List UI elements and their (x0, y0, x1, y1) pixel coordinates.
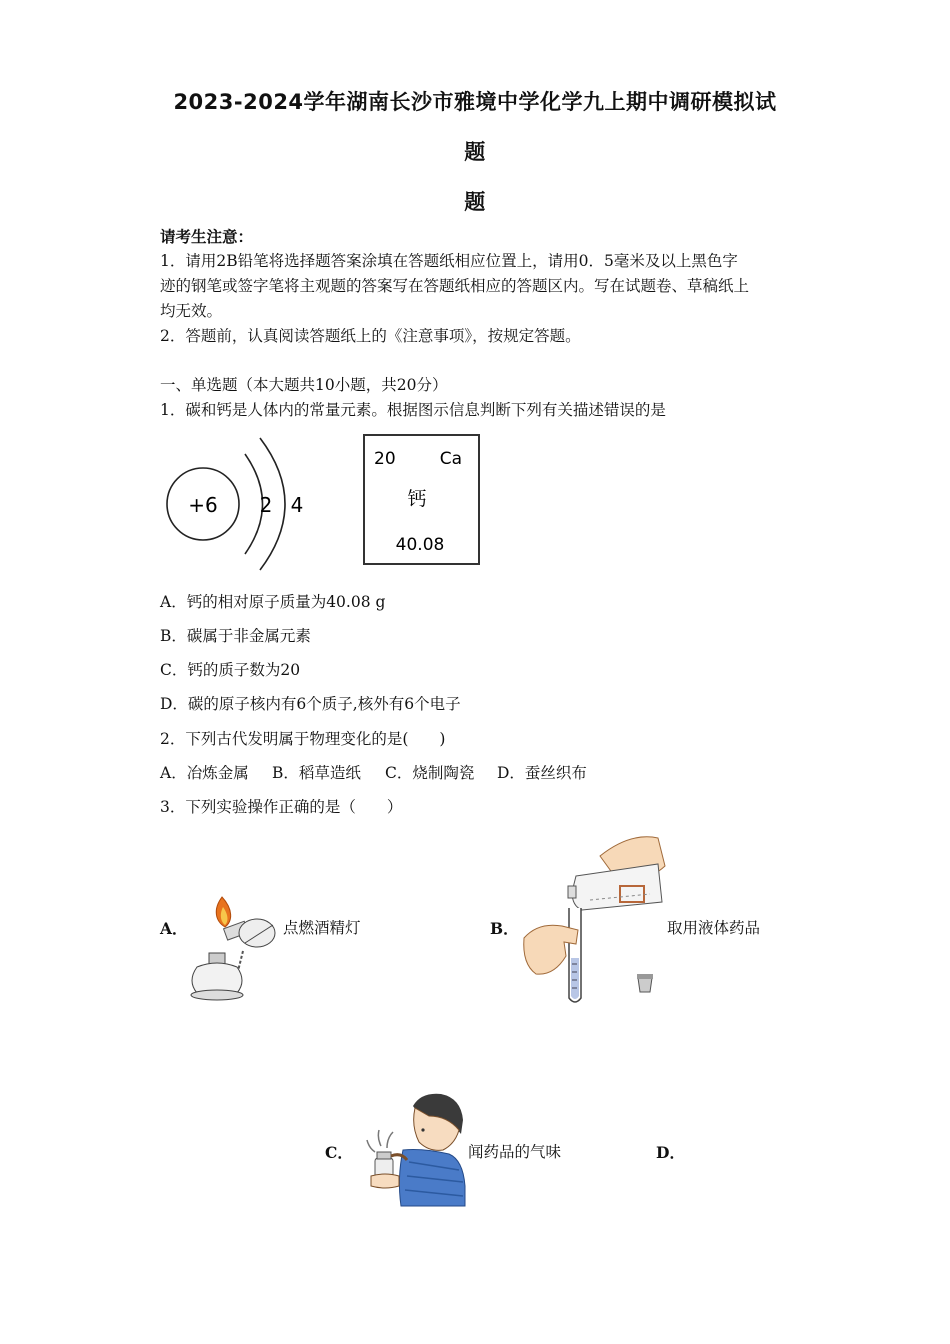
q1-option-d[interactable]: D．碳的原子核内有6个质子,核外有6个电子 (160, 695, 461, 713)
page-title-line1: 2023-2024学年湖南长沙市雅境中学化学九上期中调研模拟试 (173, 90, 777, 114)
element-name: 钙 (407, 488, 427, 510)
question-2-stem: 2．下列古代发明属于物理变化的是( ) (160, 730, 446, 748)
smell-chemical-illustration (363, 1090, 468, 1208)
q3-option-a-text: 点燃酒精灯 (283, 919, 361, 937)
q3-option-b-label[interactable]: B． (490, 919, 519, 938)
page-title-line2: 题 (464, 140, 486, 164)
notice-item2: 2．答题前，认真阅读答题纸上的《注意事项》，按规定答题。 (160, 327, 581, 345)
q2-option-c[interactable]: C．烧制陶瓷 (385, 764, 475, 782)
carbon-atom-diagram (160, 432, 320, 577)
q3-option-c-label[interactable]: C． (325, 1143, 353, 1162)
atom-shell2-label: 4 (290, 493, 304, 517)
notice-item1-line2: 迹的钢笔或签字笔将主观题的答案写在答题纸相应的答题区内。写在试题卷、草稿纸上 (160, 277, 750, 295)
alcohol-lamp-illustration (185, 895, 285, 1005)
notice-item1-line1: 1．请用2B铅笔将选择题答案涂填在答题纸相应位置上，请用0．5毫米及以上黑色字 (160, 252, 738, 270)
pour-liquid-illustration (520, 826, 670, 1006)
atom-shell1-label: 2 (259, 493, 273, 517)
page-title-line3: 题 (464, 190, 486, 214)
element-number: 20 (374, 449, 396, 469)
q1-option-b[interactable]: B．碳属于非金属元素 (160, 627, 311, 645)
calcium-element-card (362, 433, 482, 567)
question-1-stem: 1．碳和钙是人体内的常量元素。根据图示信息判断下列有关描述错误的是 (160, 401, 666, 419)
element-mass: 40.08 (395, 535, 445, 555)
q2-option-a[interactable]: A．冶炼金属 (160, 764, 249, 782)
q3-option-a-label[interactable]: A． (160, 919, 188, 938)
notice-item1-line3: 均无效。 (160, 302, 223, 320)
q2-option-d[interactable]: D．蚕丝织布 (497, 764, 587, 782)
q3-option-d-label[interactable]: D． (656, 1143, 685, 1162)
q2-option-b[interactable]: B．稻草造纸 (272, 764, 361, 782)
question-3-stem: 3．下列实验操作正确的是（ ） (160, 798, 403, 816)
notice-heading: 请考生注意： (160, 227, 254, 246)
q3-option-c-text: 闻药品的气味 (468, 1143, 562, 1161)
element-symbol: Ca (439, 449, 462, 469)
section-heading: 一、单选题（本大题共10小题，共20分） (160, 376, 448, 394)
q1-option-a[interactable]: A．钙的相对原子质量为40.08 g (160, 593, 386, 611)
atom-nucleus-label: +6 (188, 493, 218, 517)
q3-option-b-text: 取用液体药品 (667, 919, 761, 937)
q1-option-c[interactable]: C．钙的质子数为20 (160, 661, 301, 679)
